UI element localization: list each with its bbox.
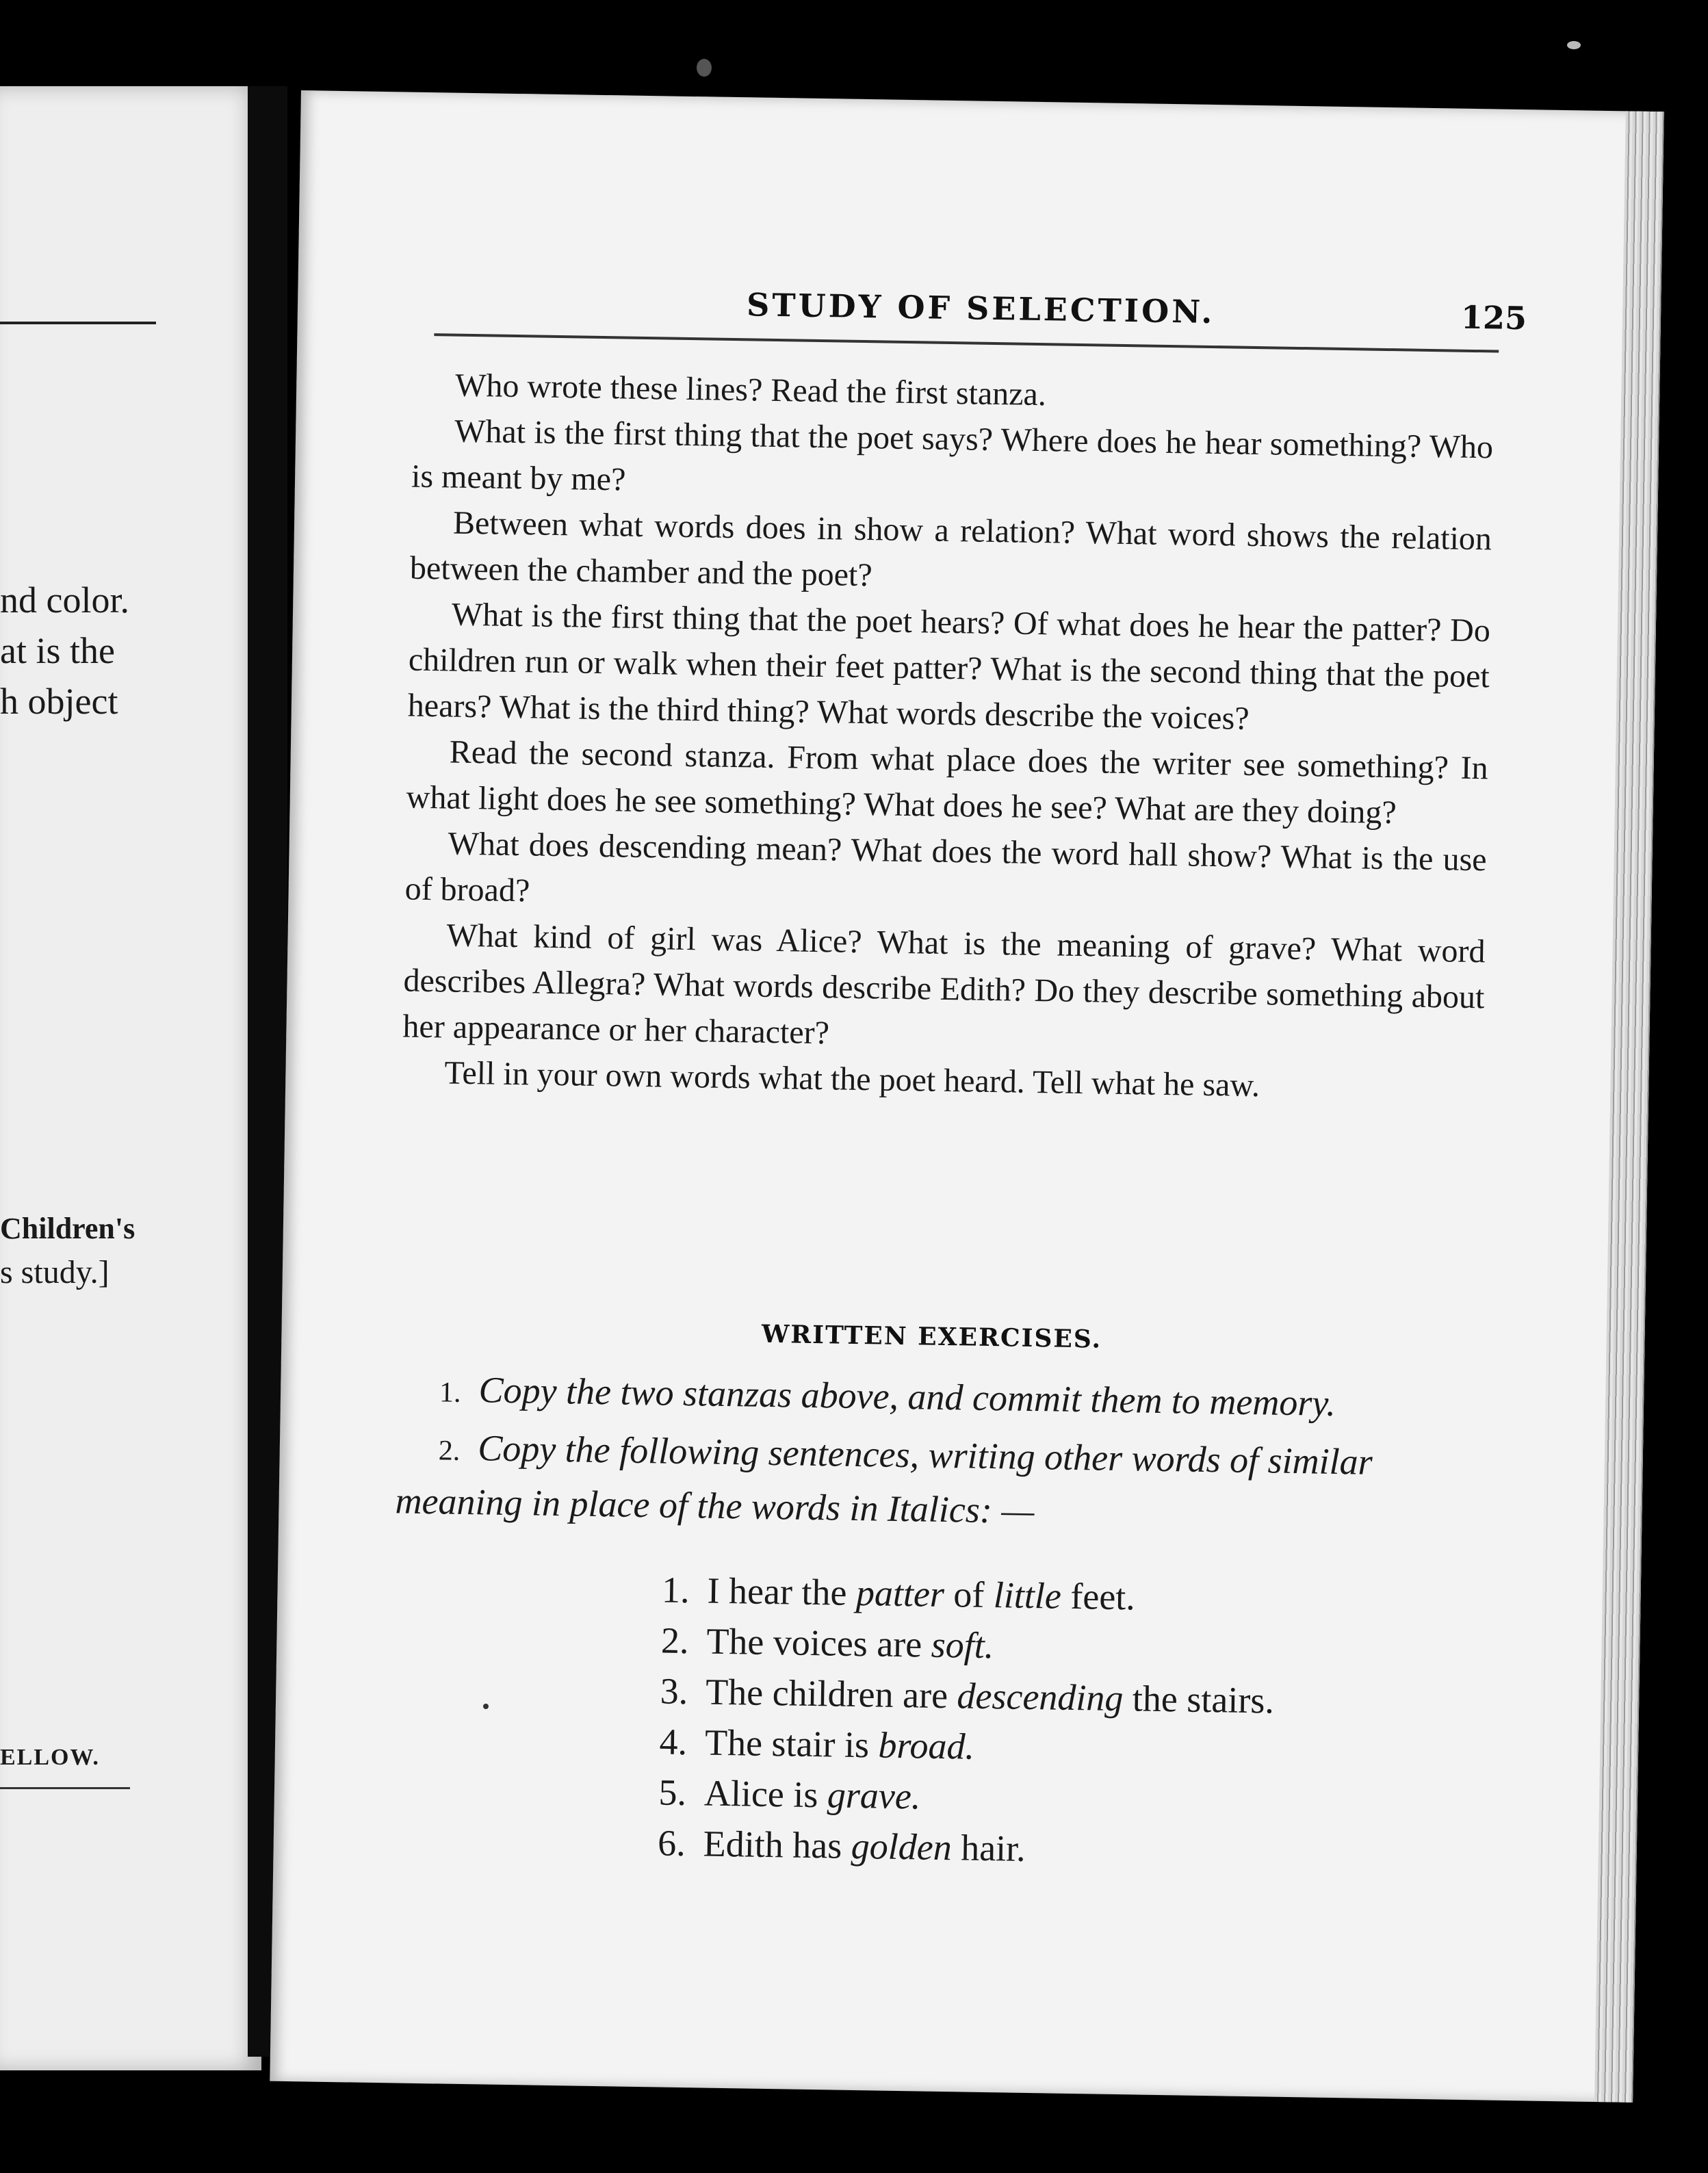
sentence-text: The voices are soft. (706, 1620, 994, 1667)
sentence-number: 4. (659, 1721, 688, 1763)
exercise-item (395, 1421, 1477, 1543)
left-page-footer: ELLOW. (0, 1745, 100, 1770)
scan-speck (483, 1704, 489, 1709)
paragraph: What is the first thing that the poet says? Where does he hear something? Who is meant by me? (411, 413, 1494, 498)
exercise-list (395, 1363, 1479, 1547)
page-number: 125 (1460, 298, 1527, 337)
page-edge (1594, 111, 1664, 2103)
sentence-list (629, 1564, 1455, 1881)
left-page (0, 86, 261, 2070)
scan-speck (1567, 41, 1581, 49)
section-heading: WRITTEN EXERCISES. (761, 1319, 1102, 1354)
scan-speck (697, 59, 712, 77)
left-page-line: s study.] (0, 1254, 109, 1290)
sentence-text: The children are descending the stairs. (705, 1671, 1275, 1721)
exercise-number: 1. (439, 1377, 461, 1409)
questions-body (402, 362, 1494, 1112)
paragraph: Tell in your own words what the poet heard. Tell what he saw. (444, 1054, 1260, 1104)
sentence-text: Alice is grave. (703, 1772, 921, 1817)
exercise-text: Copy the two stanzas above, and commit them to memory. (478, 1369, 1336, 1424)
left-page-rule (0, 1787, 130, 1789)
exercise-number: 2. (438, 1435, 461, 1467)
paragraph: What is the first thing that the poet hears? Of what does he hear the patter? Do children run or walk when their feet patter? What is the second thing that the poet hears? What is the third thing? What words describe the voices? (407, 596, 1491, 737)
sentence-number: 6. (657, 1822, 686, 1864)
paragraph: What does descending mean? What does the word hall show? What is the use of broad? (404, 825, 1487, 909)
sentence-number: 2. (660, 1619, 689, 1662)
left-page-line: at is the (0, 630, 115, 671)
left-page-line: nd color. (0, 580, 129, 621)
sentence-number: 3. (660, 1670, 688, 1713)
sentence-text: The stair is broad. (704, 1721, 975, 1767)
sentence-number: 5. (658, 1771, 687, 1814)
running-head: STUDY OF SELECTION. (746, 286, 1215, 331)
left-page-line: h object (0, 681, 118, 722)
sentence-number: 1. (661, 1569, 690, 1611)
paragraph: What kind of girl was Alice? What is the meaning of grave? What word describes Allegra? What words describe Edith? Do they describe something about her appearance or her character? (402, 917, 1486, 1052)
sentence-text: I hear the patter of little feet. (707, 1570, 1136, 1618)
header-rule (434, 333, 1499, 352)
sentence-text: Edith has golden hair. (703, 1823, 1026, 1869)
left-page-line: Children's (0, 1212, 135, 1245)
paragraph: Read the second stanza. From what place does the writer see something? In what light does he see something? What does he see? What are they doing? (406, 733, 1489, 831)
paragraph: Who wrote these lines? Read the first stanza. (454, 367, 1047, 413)
paragraph: Between what words does in show a relation? What word shows the relation between the chamber and the poet? (409, 504, 1492, 594)
right-page (270, 90, 1664, 2103)
left-page-rule (0, 322, 156, 324)
exercise-text: Copy the following sentences, writing other words of similar meaning in place of the words in Italics: — (395, 1427, 1373, 1532)
